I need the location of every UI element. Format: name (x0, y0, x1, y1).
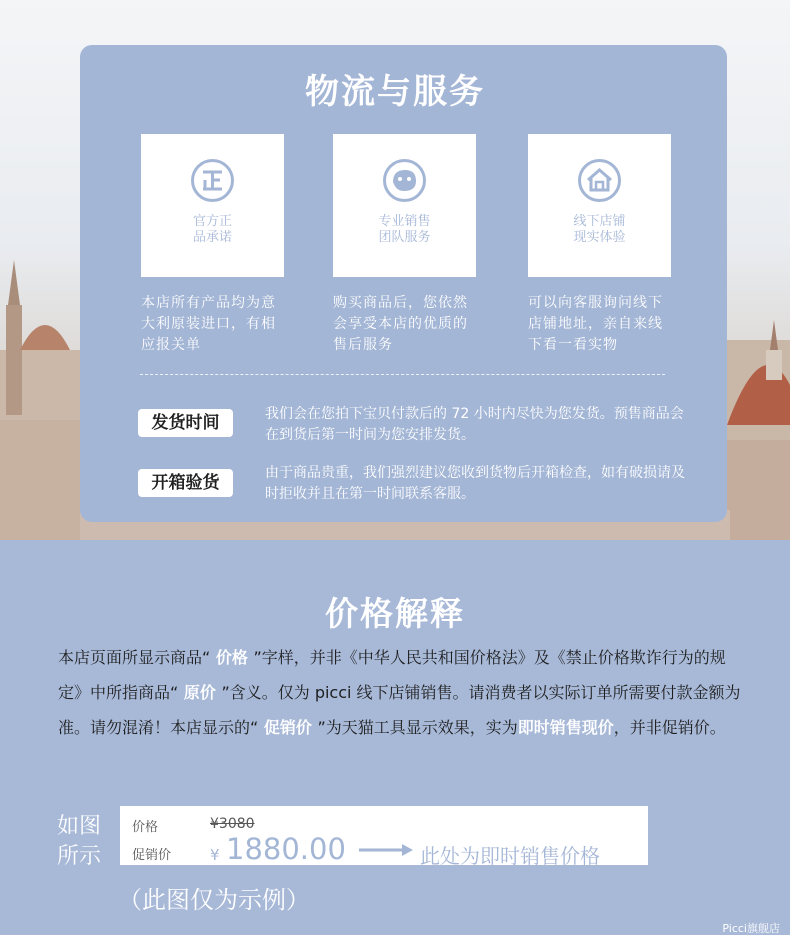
price-example-box (120, 806, 648, 868)
price-title: 价格解释 (325, 594, 465, 633)
service-desc-sales-team: 购买商品后，您依然会享受本店的优质的售后服务 (333, 295, 468, 353)
inspection-text: 由于商品贵重，我们强烈建议您收到货物后开箱检查，如有破损请及时拒收并且在第一时间联系客服。 (265, 465, 685, 502)
example-price-label: 价格 (132, 820, 159, 835)
service-label-genuine: 官方正 品承诺 (192, 214, 232, 245)
example-caption: （此图仅为示例） (118, 886, 310, 914)
chat-bubble-icon (382, 158, 427, 203)
service-desc-store: 可以向客服询问线下店铺地址，亲自来线下看一看实物 (528, 295, 663, 353)
service-label-store: 线下店铺 现实体验 (573, 214, 626, 245)
example-promo-label: 促销价 (132, 848, 172, 863)
keyword-promo-price: 促销价 (258, 718, 318, 737)
service-card-genuine (141, 134, 284, 277)
service-card-store (528, 134, 671, 277)
shipping-time-text: 我们会在您拍下宝贝付款后的 72 小时内尽快为您发货。预售商品会在到货后第一时间为您安排发货。 (265, 406, 684, 443)
store-home-icon (577, 158, 622, 203)
shop-watermark: Picci旗舰店 (722, 922, 780, 935)
service-desc-genuine: 本店所有产品均为意大利原装进口，有相应报关单 (141, 295, 276, 353)
example-promo-currency: ¥ (210, 846, 220, 864)
keyword-original-price: 原价 (178, 683, 222, 702)
logistics-panel (80, 45, 727, 522)
inspection-tag: 开箱验货 (138, 469, 233, 497)
arrow-right-icon (359, 840, 414, 860)
shipping-time-tag: 发货时间 (138, 409, 233, 437)
service-label-sales-team: 专业销售 团队服务 (378, 214, 431, 245)
example-label: 如图 所示 (57, 814, 102, 869)
example-promo-price: 1880.00 (226, 832, 346, 866)
keyword-current-price: 即时销售现价 (517, 718, 614, 737)
price-explanation: 本店页面所显示商品“ 价格 ”字样，并非《中华人民共和国价格法》及《禁止价格欺诈行为的规定》中所指商品“ 原价 ”含义。仅为 picci 线下店铺销售。请消费者以实际订单所需要付款金额为准。请勿混淆！本店显示的“ 促销价 ”为天猫工具显示效果，实为即时销售现价，并非促销价。 (58, 648, 741, 737)
logistics-title: 物流与服务 (305, 72, 485, 112)
service-card-sales-team (333, 134, 476, 277)
genuine-badge-icon (190, 158, 235, 203)
keyword-price: 价格 (210, 648, 254, 667)
example-original-price: ¥3080 (210, 816, 255, 832)
example-note: 此处为即时销售价格 (420, 844, 600, 868)
dashed-divider (140, 374, 665, 375)
